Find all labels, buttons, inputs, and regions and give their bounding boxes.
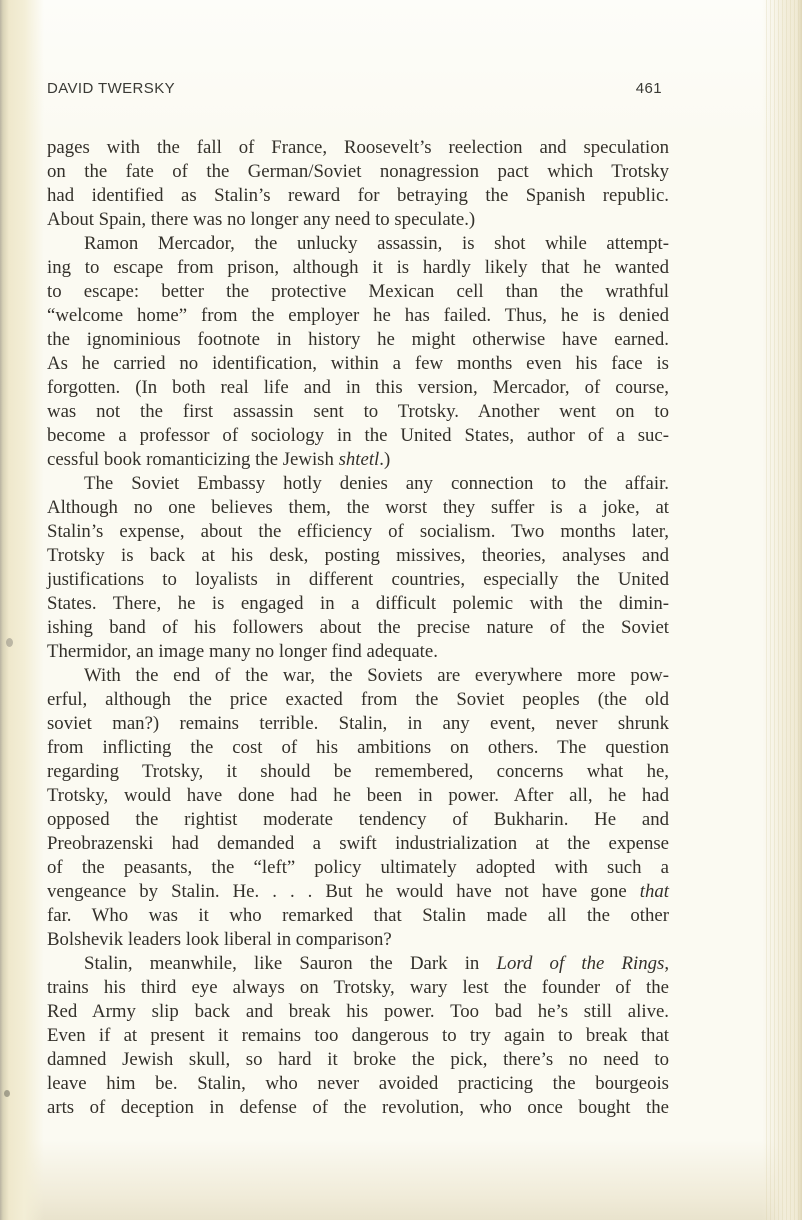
page-body-text [47,136,669,1120]
text-line: on the fate of the German/Soviet nonagression pact which Trotsky [47,161,669,182]
text-line: of the peasants, the “left” policy ultimately adopted with such a [47,857,669,878]
text-line: “welcome home” from the employer he has failed. Thus, he is denied [47,305,669,326]
running-header-author: DAVID TWERSKY [47,80,175,97]
text-line: vengeance by Stalin. He. . . . But he would have not have gone that [47,881,669,902]
text-line: become a professor of sociology in the United States, author of a suc- [47,425,669,446]
text-line: was not the first assassin sent to Trotsky. Another went on to [47,401,669,422]
text-line: Thermidor, an image many no longer find adequate. [47,641,438,662]
text-line: to escape: better the protective Mexican cell than the wrathful [47,281,669,302]
text-line: With the end of the war, the Soviets are everywhere more pow- [84,665,669,686]
text-line: Even if at present it remains too dangerous to try again to break that [47,1025,669,1046]
text-line: forgotten. (In both real life and in this version, Mercador, of course, [47,377,669,398]
text-line: had identified as Stalin’s reward for betraying the Spanish republic. [47,185,669,206]
text-line: As he carried no identification, within a few months even his face is [47,353,669,374]
text-line: Although no one believes them, the worst they suffer is a joke, at [47,497,669,518]
text-line: from inflicting the cost of his ambitions on others. The question [47,737,669,758]
text-line: opposed the rightist moderate tendency of Bukharin. He and [47,809,669,830]
text-line: pages with the fall of France, Roosevelt’s reelection and speculation [47,137,669,158]
text-line: Trotsky is back at his desk, posting missives, theories, analyses and [47,545,669,566]
page-number: 461 [635,80,662,97]
text-line: Red Army slip back and break his power. Too bad he’s still alive. [47,1001,669,1022]
text-line: arts of deception in defense of the revolution, who once bought the [47,1097,669,1118]
scan-speck [4,1090,10,1097]
text-line: The Soviet Embassy hotly denies any connection to the affair. [84,473,669,494]
text-line: ing to escape from prison, although it is hardly likely that he wanted [47,257,669,278]
text-line: the ignominious footnote in history he might otherwise have earned. [47,329,669,350]
text-line: ishing band of his followers about the precise nature of the Soviet [47,617,669,638]
text-line: trains his third eye always on Trotsky, wary lest the founder of the [47,977,669,998]
text-line: regarding Trotsky, it should be remembered, concerns what he, [47,761,669,782]
text-line: erful, although the price exacted from the Soviet peoples (the old [47,689,669,710]
text-line: Trotsky, would have done had he been in power. After all, he had [47,785,669,806]
text-line: far. Who was it who remarked that Stalin made all the other [47,905,669,926]
page-right-edge-line [797,0,802,1220]
text-line: About Spain, there was no longer any need to speculate.) [47,209,476,230]
text-line: damned Jewish skull, so hard it broke the pick, there’s no need to [47,1049,669,1070]
running-header [47,80,662,97]
text-line: States. There, he is engaged in a difficult polemic with the dimin- [47,593,669,614]
text-line: Stalin, meanwhile, like Sauron the Dark in Lord of the Rings, [84,953,670,974]
text-line: justifications to loyalists in different countries, especially the United [47,569,669,590]
scan-speck [6,638,13,647]
text-line: Preobrazenski had demanded a swift industrialization at the expense [47,833,669,854]
text-line: Ramon Mercador, the unlucky assassin, is shot while attempt- [84,233,669,254]
text-line: cessful book romanticizing the Jewish shtetl.) [47,449,391,470]
text-line: leave him be. Stalin, who never avoided practicing the bourgeois [47,1073,669,1094]
text-line: Stalin’s expense, about the efficiency of socialism. Two months later, [47,521,669,542]
text-line: Bolshevik leaders look liberal in comparison? [47,929,392,950]
text-line: soviet man?) remains terrible. Stalin, in any event, never shrunk [47,713,669,734]
